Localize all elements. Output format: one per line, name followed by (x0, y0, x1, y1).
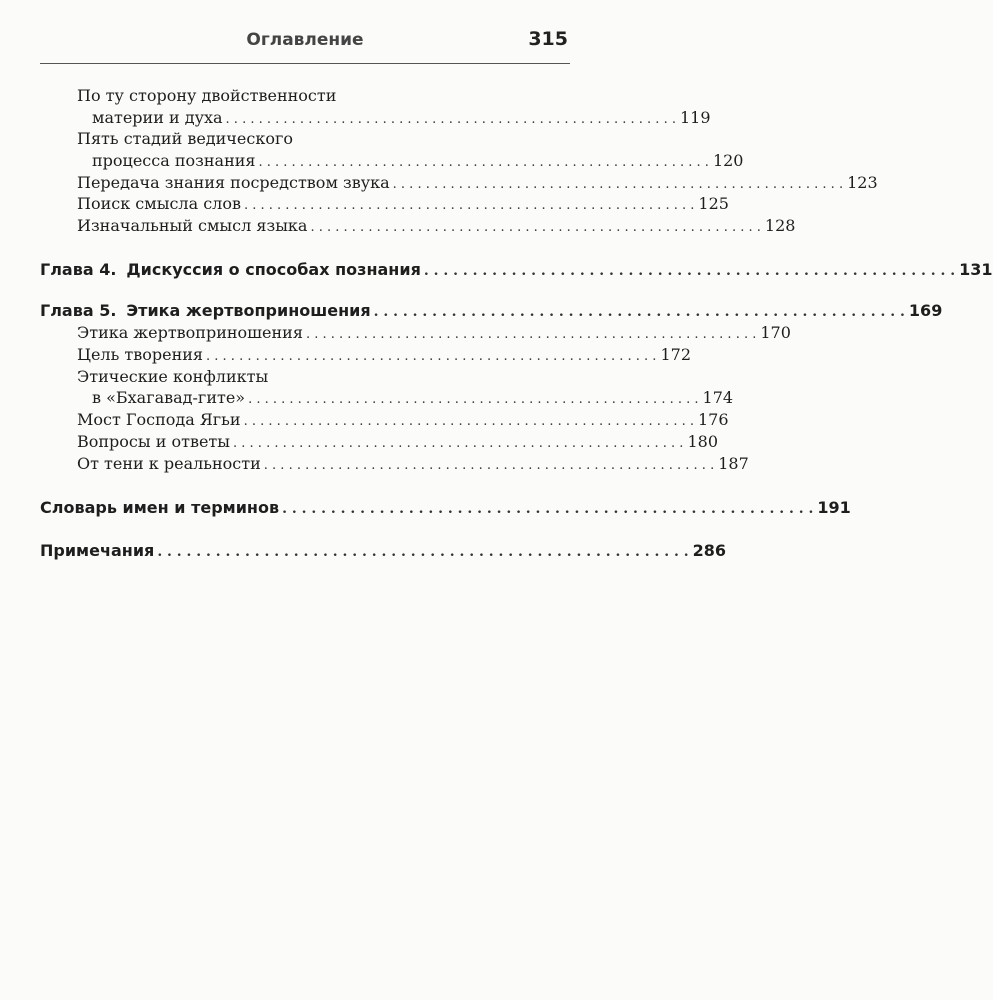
toc-chapter (40, 300, 943, 323)
toc-entry (77, 322, 791, 345)
toc-page-number: 172 (660, 345, 691, 364)
dot-leader: . . . . . . . . . . . . . . . . . . . . . . . . . . . . . . . . . . . . . . . . . . . . . . . . . . . . . . . (282, 501, 814, 517)
toc-page-number: 174 (702, 388, 734, 407)
toc-entry-title: Передача знания посредством звука (77, 173, 390, 192)
toc-page-number: 180 (687, 432, 718, 451)
running-header (40, 26, 570, 62)
toc-entry (92, 387, 734, 410)
toc-page-number: 120 (712, 151, 744, 170)
toc-page-number: 128 (764, 216, 796, 235)
toc-section (40, 540, 726, 563)
toc-entry (77, 431, 718, 454)
dot-leader: . . . . . . . . . . . . . . . . . . . . . . . . . . . . . . . . . . . . . . . . . . . . . . . . . . . . . . . (263, 458, 715, 473)
toc-page-number: 125 (698, 194, 729, 213)
dot-leader: . . . . . . . . . . . . . . . . . . . . . . . . . . . . . . . . . . . . . . . . . . . . . . . . . . . . . . . (243, 414, 694, 429)
toc-page-number: 119 (679, 108, 711, 127)
toc-entry-title: Этика жертвоприношения (77, 323, 303, 342)
toc-entry-title: Изначальный смысл языка (77, 216, 308, 235)
dot-leader: . . . . . . . . . . . . . . . . . . . . . . . . . . . . . . . . . . . . . . . . . . . . . . . . . . . . . . . (243, 198, 695, 213)
toc-entry (77, 215, 796, 238)
page-number: 315 (528, 28, 568, 50)
toc-entry (92, 150, 744, 173)
section-title: Примечания (40, 541, 155, 560)
dot-leader: . . . . . . . . . . . . . . . . . . . . . . . . . . . . . . . . . . . . . . . . . . . . . . . . . . . . . . . (258, 155, 709, 170)
header-title: Оглавление (246, 30, 364, 50)
chapter-title: Дискуссия о способах познания (126, 260, 421, 279)
toc-entry-title: По ту сторону двойственности (77, 86, 337, 105)
toc-entry-title: Поиск смысла слов (77, 194, 241, 213)
dot-leader: . . . . . . . . . . . . . . . . . . . . . . . . . . . . . . . . . . . . . . . . . . . . . . . . . . . . . . . (373, 304, 905, 320)
toc-entry-title: Этические конфликты (77, 367, 269, 386)
toc-page-number: 176 (698, 410, 729, 429)
toc-entry-title: Цель творения (77, 345, 204, 364)
dot-leader: . . . . . . . . . . . . . . . . . . . . . . . . . . . . . . . . . . . . . . . . . . . . . . . . . . . . . . . (392, 177, 844, 192)
chapter-title: Этика жертвоприношения (126, 301, 371, 320)
dot-leader: . . . . . . . . . . . . . . . . . . . . . . . . . . . . . . . . . . . . . . . . . . . . . . . . . . . . . . . (423, 263, 956, 279)
toc-entry-title: От тени к реальности (77, 454, 261, 473)
toc-entry (77, 344, 691, 367)
toc-entry (77, 193, 729, 216)
dot-leader: . . . . . . . . . . . . . . . . . . . . . . . . . . . . . . . . . . . . . . . . . . . . . . . . . . . . . . . (248, 392, 699, 407)
section-title: Словарь имен и терминов (40, 498, 280, 517)
toc-entry-title: Мост Господа Ягьи (77, 410, 241, 429)
toc-page-number: 187 (718, 454, 749, 473)
toc-entry-title: в «Бхагавад-гите» (92, 388, 246, 407)
toc-entry-title: материи и духа (92, 108, 223, 127)
toc-section (40, 497, 851, 520)
toc-page-number: 131 (959, 260, 993, 279)
dot-leader: . . . . . . . . . . . . . . . . . . . . . . . . . . . . . . . . . . . . . . . . . . . . . . . . . . . . . . . (206, 349, 657, 364)
dot-leader: . . . . . . . . . . . . . . . . . . . . . . . . . . . . . . . . . . . . . . . . . . . . . . . . . . . . . . . (157, 544, 689, 560)
toc-page-number: 123 (847, 173, 878, 192)
dot-leader: . . . . . . . . . . . . . . . . . . . . . . . . . . . . . . . . . . . . . . . . . . . . . . . . . . . . . . . (310, 220, 761, 235)
chapter-label: Глава 4. (40, 260, 117, 279)
toc-entry (77, 453, 749, 476)
toc-page-number: 191 (817, 498, 851, 517)
chapter-label: Глава 5. (40, 301, 117, 320)
toc-entry (77, 172, 878, 195)
toc-page-number: 170 (760, 323, 791, 342)
toc-entry (77, 409, 729, 432)
toc-page-number: 169 (908, 301, 943, 320)
toc-entry (92, 107, 711, 130)
toc-page-number: 286 (692, 541, 726, 560)
dot-leader: . . . . . . . . . . . . . . . . . . . . . . . . . . . . . . . . . . . . . . . . . . . . . . . . . . . . . . . (225, 112, 676, 127)
toc-entry-title: Пять стадий ведического (77, 129, 293, 148)
toc-entry-title: Вопросы и ответы (77, 432, 231, 451)
toc-chapter (40, 259, 993, 282)
dot-leader: . . . . . . . . . . . . . . . . . . . . . . . . . . . . . . . . . . . . . . . . . . . . . . . . . . . . . . . (233, 436, 684, 451)
toc-entry-title: процесса познания (92, 151, 256, 170)
dot-leader: . . . . . . . . . . . . . . . . . . . . . . . . . . . . . . . . . . . . . . . . . . . . . . . . . . . . . . . (305, 327, 757, 342)
header-rule (40, 63, 570, 64)
